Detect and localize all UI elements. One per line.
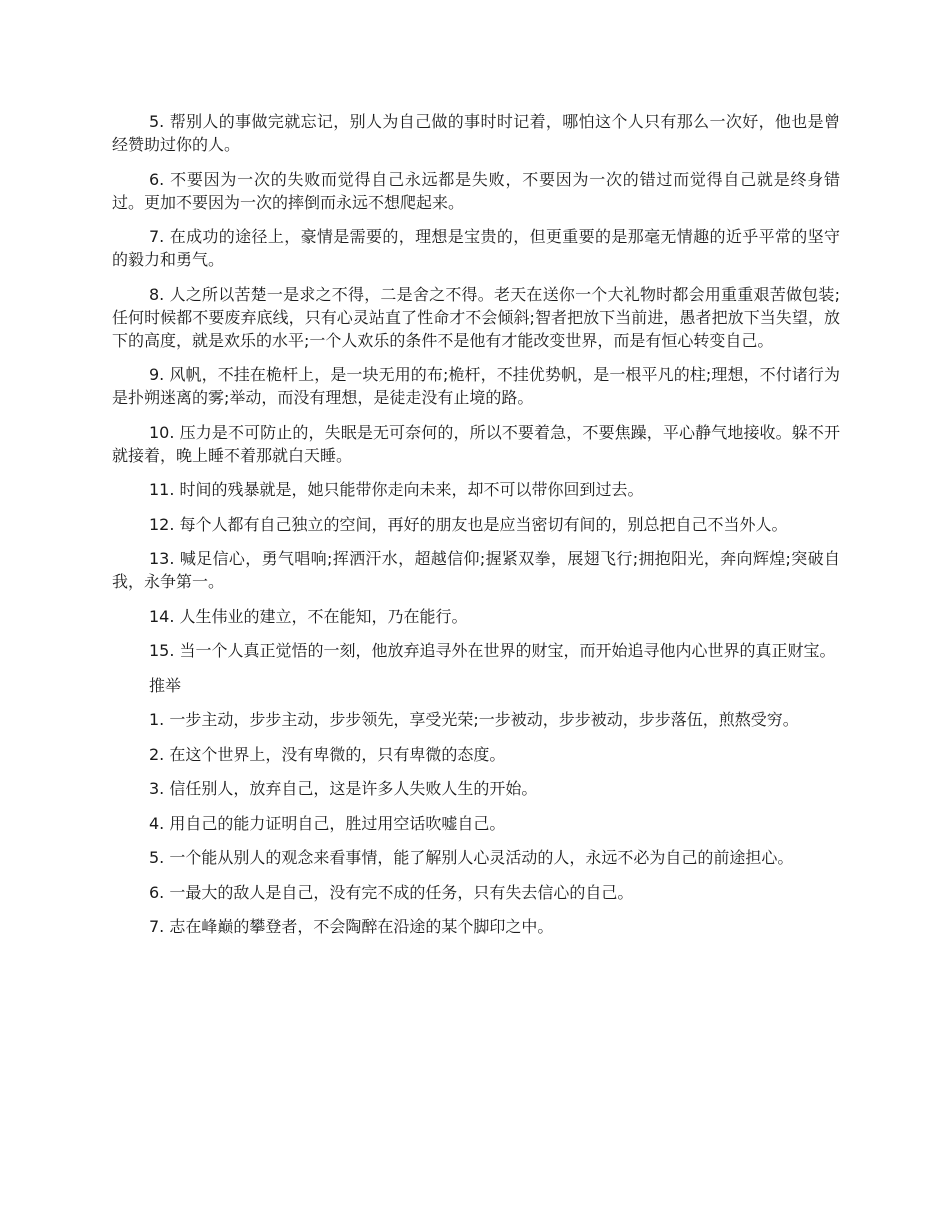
quote-paragraph: 2. 在这个世界上，没有卑微的，只有卑微的态度。: [149, 744, 506, 764]
quote-paragraph: 8. 人之所以苦楚一是求之不得，二是舍之不得。老天在送你一个大礼物时都会用重重艰苦做包装;任何时候都不要废弃底线，只有心灵站直了性命才不会倾斜;智者把放下当前进，愚者把放下当失望，放下的高度，就是欢乐的水平;一个人欢乐的条件不是他有才能改变世界，而是有恒心转变自己。: [112, 284, 840, 350]
quote-paragraph: 7. 在成功的途径上，豪情是需要的，理想是宝贵的，但更重要的是那毫无情趣的近乎平常的坚守的毅力和勇气。: [112, 227, 840, 269]
quote-paragraph: 14. 人生伟业的建立，不在能知，乃在能行。: [149, 606, 468, 626]
quote-paragraph: 9. 风帆，不挂在桅杆上，是一块无用的布;桅杆，不挂优势帆，是一根平凡的柱;理想，不付诸行为是扑朔迷离的雾;举动，而没有理想，是徒走没有止境的路。: [112, 365, 840, 407]
document-body: [112, 110, 840, 950]
quote-paragraph: 3. 信任别人，放弃自己，这是许多人失败人生的开始。: [149, 779, 538, 798]
quote-paragraph: 12. 每个人都有自己独立的空间，再好的朋友也是应当密切有间的，别总把自己不当外人。: [149, 514, 788, 534]
section-heading: 推举: [149, 675, 182, 695]
quote-paragraph: 10. 压力是不可防止的，失眠是无可奈何的，所以不要着急，不要焦躁，平心静气地接收。躲不开就接着，晚上睡不着那就白天睡。: [112, 422, 840, 465]
quote-paragraph: 7. 志在峰巅的攀登者，不会陶醉在沿途的某个脚印之中。: [149, 917, 554, 936]
quote-paragraph: 5. 帮别人的事做完就忘记，别人为自己做的事时时记着，哪怕这个人只有那么一次好，他也是曾经赞助过你的人。: [112, 112, 840, 154]
quote-paragraph: 6. 不要因为一次的失败而觉得自己永远都是失败，不要因为一次的错过而觉得自己就是终身错过。更加不要因为一次的摔倒而永远不想爬起来。: [112, 169, 840, 212]
quote-paragraph: 6. 一最大的敌人是自己，没有完不成的任务，只有失去信心的自己。: [149, 882, 634, 902]
quote-paragraph: 1. 一步主动，步步主动，步步领先，享受光荣;一步被动，步步被动，步步落伍，煎熬受穷。: [149, 710, 799, 729]
quote-paragraph: 15. 当一个人真正觉悟的一刻，他放弃追寻外在世界的财宝，而开始追寻他内心世界的真正财宝。: [149, 641, 836, 660]
quote-paragraph: 4. 用自己的能力证明自己，胜过用空话吹嘘自己。: [149, 813, 506, 833]
quote-paragraph: 11. 时间的残暴就是，她只能带你走向未来，却不可以带你回到过去。: [149, 480, 644, 499]
quote-paragraph: 13. 喊足信心，勇气唱响;挥洒汗水，超越信仰;握紧双拳，展翅飞行;拥抱阳光，奔向辉煌;突破自我，永争第一。: [112, 549, 840, 591]
quote-paragraph: 5. 一个能从别人的观念来看事情，能了解别人心灵活动的人，永远不必为自己的前途担心。: [149, 848, 794, 867]
